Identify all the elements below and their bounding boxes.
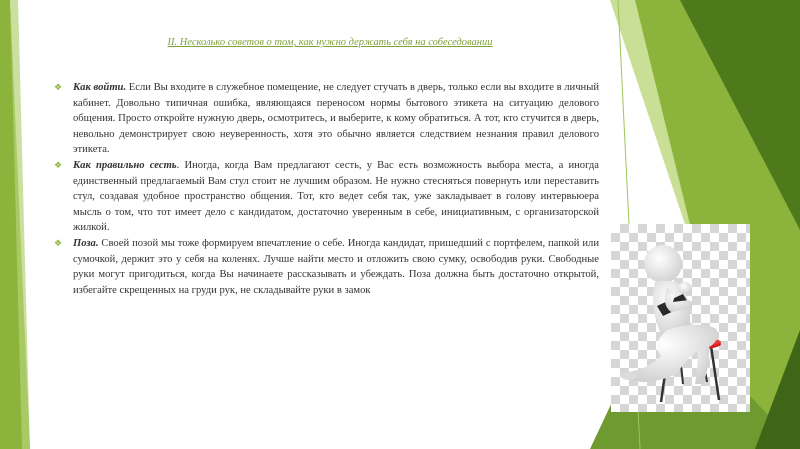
bullet-icon: ❖ <box>54 82 63 92</box>
item-term: Поза. <box>73 237 99 249</box>
figure-image <box>611 224 750 412</box>
slide-title: II. Несколько советов о том, как нужно держать себя на собеседовании <box>167 37 493 48</box>
list-item <box>54 80 599 158</box>
item-text: . Иногда, когда Вам предлагают сесть, у Вас есть возможность выбора места, а иногда единственный предлагаемый Вам стул стоит не лучшим образом. Не нужно стесняться повернуть или переставить стул, создавая удобное пространство общения. Тот, кто ведет себя так, уже закладывает в голову интервьюера мысль о том, что тот имеет дело с кандидатом, достаточно уверенным в себе, инициативным, с организаторской жилкой. <box>73 159 599 234</box>
item-text: Если Вы входите в служебное помещение, не следует стучать в дверь, только если вы входите в личный кабинет. Довольно типичная ошибка, являющаяся переносом нормы бытового этикета на ситуацию делового общения. Просто откройте нужную дверь, осмотритесь, и выберите, к кому обратиться. А тот, кто стучится в дверь, невольно демонстрирует свою неуверенность, хотя это обычно является следствием незнания правил делового этикета. <box>73 82 599 156</box>
seated-person-with-tablet-icon <box>611 224 750 412</box>
bullet-icon: ❖ <box>54 237 63 248</box>
bullet-icon: ❖ <box>54 159 63 170</box>
item-term: Как войти. <box>73 82 127 93</box>
list-item <box>54 236 599 298</box>
content-list <box>54 80 599 298</box>
list-item <box>54 158 599 236</box>
item-text: Своей позой мы тоже формируем впечатление о себе. Иногда кандидат, пришедший с портфелем, папкой или сумочкой, держит это у себя на коленях. Лучше найти место и отложить свою сумку, освободив руки. Свободные руки могут пригодиться, когда Вы начинаете рассказывать и убеждать. Поза должна быть достаточно открытой, избегайте скрещенных на груди рук, не складывайте руки в замок <box>73 237 599 296</box>
item-term: Как правильно сесть <box>73 159 177 171</box>
